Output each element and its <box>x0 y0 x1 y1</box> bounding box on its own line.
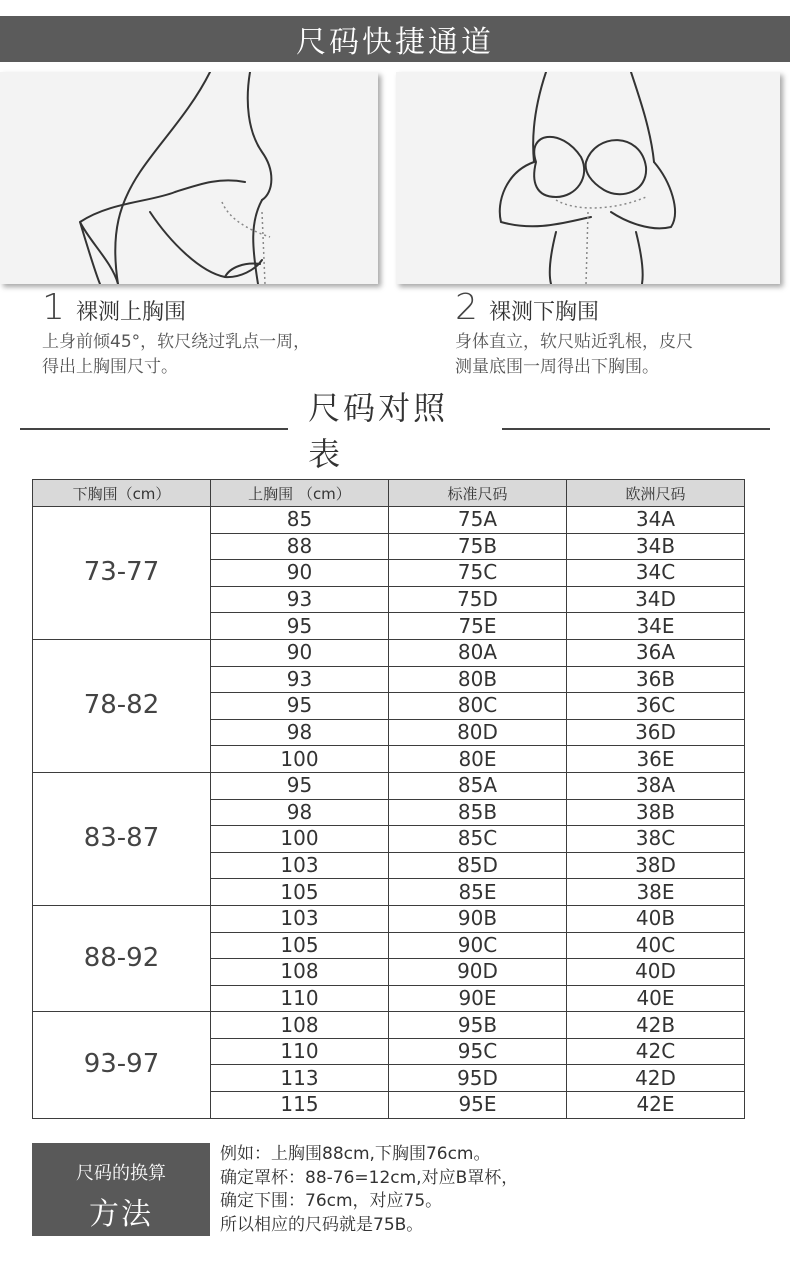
upper-bust-cell: 90 <box>211 639 389 666</box>
eu-size-cell: 42E <box>567 1092 745 1119</box>
eu-size-cell: 34E <box>567 613 745 640</box>
eu-size-cell: 34B <box>567 533 745 560</box>
conversion-method-badge <box>32 1143 210 1236</box>
step-description-line: 上身前倾45°，软尺绕过乳点一周， <box>42 332 311 352</box>
upper-bust-illustration <box>0 72 378 284</box>
column-header: 上胸围 （cm） <box>211 480 389 507</box>
standard-size-cell: 90C <box>389 932 567 959</box>
column-header: 下胸围（cm） <box>33 480 211 507</box>
upper-bust-cell: 85 <box>211 507 389 534</box>
upper-bust-cell: 110 <box>211 1038 389 1065</box>
table-header-row <box>33 480 745 507</box>
standard-size-cell: 80C <box>389 693 567 720</box>
upper-bust-cell: 95 <box>211 613 389 640</box>
upper-bust-cell: 115 <box>211 1092 389 1119</box>
standard-size-cell: 90E <box>389 985 567 1012</box>
upper-bust-cell: 105 <box>211 879 389 906</box>
standard-size-cell: 85D <box>389 852 567 879</box>
eu-size-cell: 42D <box>567 1065 745 1092</box>
size-chart-title: 尺码对照表 <box>308 389 449 473</box>
standard-size-cell: 95D <box>389 1065 567 1092</box>
eu-size-cell: 36E <box>567 746 745 773</box>
column-header: 标准尺码 <box>389 480 567 507</box>
standard-size-cell: 85E <box>389 879 567 906</box>
upper-bust-cell: 98 <box>211 799 389 826</box>
upper-bust-cell: 98 <box>211 719 389 746</box>
example-line: 确定罩杯：88-76=12cm,对应B罩杯， <box>220 1167 519 1188</box>
upper-bust-cell: 93 <box>211 586 389 613</box>
table-row <box>33 905 745 932</box>
eu-size-cell: 34A <box>567 507 745 534</box>
standard-size-cell: 80E <box>389 746 567 773</box>
eu-size-cell: 34D <box>567 586 745 613</box>
upper-bust-cell: 103 <box>211 905 389 932</box>
example-line: 确定下围：76cm，对应75。 <box>220 1191 443 1211</box>
eu-size-cell: 36A <box>567 639 745 666</box>
upper-bust-cell: 95 <box>211 693 389 720</box>
upper-bust-cell: 105 <box>211 932 389 959</box>
upper-bust-cell: 103 <box>211 852 389 879</box>
step-number: 2 <box>455 287 478 328</box>
standard-size-cell: 95E <box>389 1092 567 1119</box>
banner-title: 尺码快捷通道 <box>296 25 494 60</box>
eu-size-cell: 36D <box>567 719 745 746</box>
standard-size-cell: 75C <box>389 560 567 587</box>
eu-size-cell: 36C <box>567 693 745 720</box>
step-description <box>455 330 775 380</box>
method-label-small: 尺码的换算 <box>76 1163 166 1184</box>
heading-divider-right <box>502 428 770 430</box>
standard-size-cell: 75A <box>389 507 567 534</box>
eu-size-cell: 38E <box>567 879 745 906</box>
standard-size-cell: 95B <box>389 1012 567 1039</box>
column-header: 欧洲尺码 <box>567 480 745 507</box>
example-line: 例如：上胸围88cm,下胸围76cm。 <box>220 1144 491 1164</box>
eu-size-cell: 40E <box>567 985 745 1012</box>
step-description-line: 得出上胸围尺寸。 <box>42 357 178 377</box>
upper-bust-cell: 108 <box>211 959 389 986</box>
eu-size-cell: 38A <box>567 772 745 799</box>
heading-divider-left <box>20 428 288 430</box>
upper-bust-cell: 100 <box>211 826 389 853</box>
step-number: 1 <box>42 287 65 328</box>
page-banner <box>0 16 790 62</box>
eu-size-cell: 40B <box>567 905 745 932</box>
eu-size-cell: 38C <box>567 826 745 853</box>
standard-size-cell: 80B <box>389 666 567 693</box>
standard-size-cell: 75B <box>389 533 567 560</box>
eu-size-cell: 42B <box>567 1012 745 1039</box>
standard-size-cell: 90B <box>389 905 567 932</box>
step-2 <box>455 287 775 380</box>
eu-size-cell: 38D <box>567 852 745 879</box>
step-description-line: 测量底围一周得出下胸围。 <box>455 357 659 377</box>
step-1 <box>42 287 362 380</box>
under-bust-range-cell: 73-77 <box>33 507 211 640</box>
table-row <box>33 507 745 534</box>
under-bust-illustration <box>396 72 780 284</box>
standard-size-cell: 80D <box>389 719 567 746</box>
upper-bust-cell: 110 <box>211 985 389 1012</box>
standard-size-cell: 75D <box>389 586 567 613</box>
under-bust-range-cell: 93-97 <box>33 1012 211 1118</box>
standard-size-cell: 95C <box>389 1038 567 1065</box>
step-title: 裸测上胸围 <box>76 300 187 325</box>
upper-bust-cell: 100 <box>211 746 389 773</box>
standard-size-cell: 90D <box>389 959 567 986</box>
upper-bust-cell: 113 <box>211 1065 389 1092</box>
upper-bust-cell: 95 <box>211 772 389 799</box>
table-body <box>33 507 745 1119</box>
method-label-big: 方法 <box>89 1197 153 1232</box>
standard-size-cell: 75E <box>389 613 567 640</box>
under-bust-range-cell: 88-92 <box>33 905 211 1011</box>
under-bust-range-cell: 83-87 <box>33 772 211 905</box>
eu-size-cell: 40C <box>567 932 745 959</box>
table-row <box>33 772 745 799</box>
eu-size-cell: 38B <box>567 799 745 826</box>
standard-size-cell: 85C <box>389 826 567 853</box>
eu-size-cell: 42C <box>567 1038 745 1065</box>
size-chart-heading <box>0 389 790 473</box>
standard-size-cell: 85B <box>389 799 567 826</box>
eu-size-cell: 40D <box>567 959 745 986</box>
upper-bust-cell: 93 <box>211 666 389 693</box>
under-bust-range-cell: 78-82 <box>33 639 211 772</box>
eu-size-cell: 36B <box>567 666 745 693</box>
table-row <box>33 1012 745 1039</box>
standard-size-cell: 80A <box>389 639 567 666</box>
step-title: 裸测下胸围 <box>489 300 600 325</box>
upper-bust-cell: 88 <box>211 533 389 560</box>
step-description <box>42 330 362 380</box>
example-line: 所以相应的尺码就是75B。 <box>220 1214 424 1235</box>
eu-size-cell: 34C <box>567 560 745 587</box>
upper-bust-cell: 108 <box>211 1012 389 1039</box>
upper-bust-cell: 90 <box>211 560 389 587</box>
step-description-line: 身体直立，软尺贴近乳根，皮尺 <box>455 332 693 352</box>
standard-size-cell: 85A <box>389 772 567 799</box>
size-chart-table <box>32 479 745 1119</box>
conversion-example <box>220 1143 518 1237</box>
table-row <box>33 639 745 666</box>
